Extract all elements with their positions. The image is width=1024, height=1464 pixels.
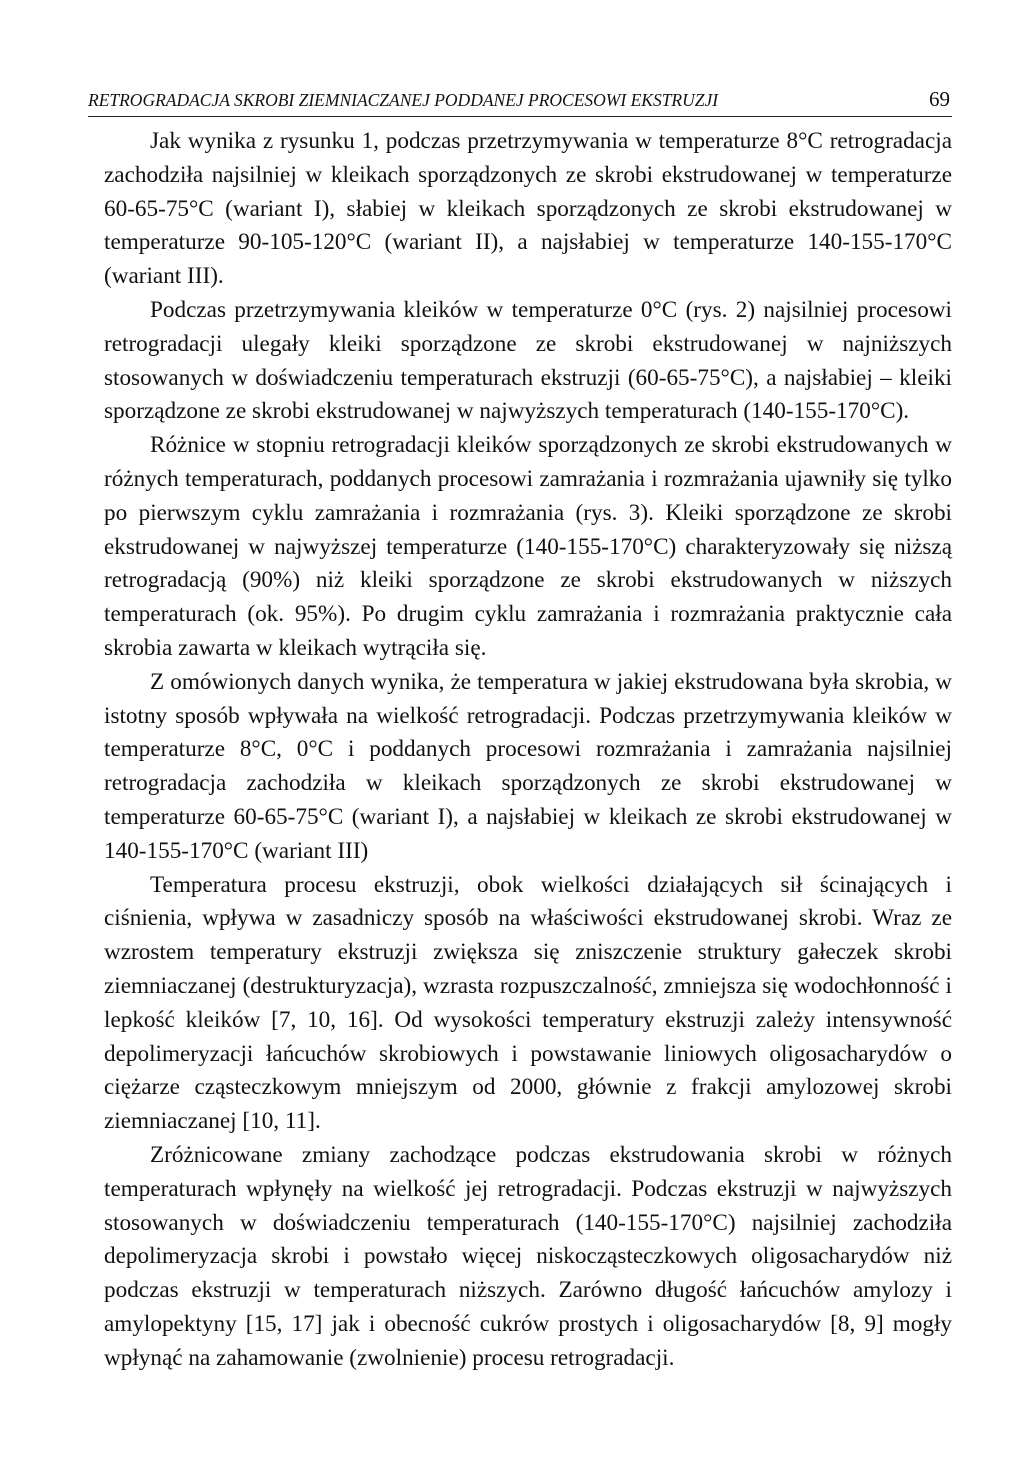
paragraph: Podczas przetrzymywania kleików w temperaturze 0°C (rys. 2) najsilniej procesowi retrogradacji ulegały kleiki sporządzone ze skrobi ekstrudowanej w najniższych stosowanych w doświadczeniu temperaturach ekstruzji (60-65-75°C), a najsłabiej – kleiki sporządzone ze skrobi ekstrudowanej w najwyższych temperaturach (140-155-170°C).	[104, 296, 952, 425]
running-title: RETROGRADACJA SKROBI ZIEMNIACZANEJ PODDANEJ PROCESOWI EKSTRUZJI	[88, 90, 719, 110]
paragraph: Z omówionych danych wynika, że temperatura w jakiej ekstrudowana była skrobia, w istotny sposób wpływała na wielkość retrogradacji. Podczas przetrzymywania kleików w temperaturze 8°C, 0°C i poddanych procesowi rozmrażania i zamrażania najsilniej retrogradacja zachodziła w kleikach sporządzonych ze skrobi ekstrudowanej w temperaturze 60-65-75°C (wariant I), a najsłabiej w kleikach ze skrobi ekstrudowanej w 140-155-170°C (wariant III)	[104, 668, 952, 864]
paragraph: Temperatura procesu ekstruzji, obok wielkości działających sił ścinających i ciśnienia, wpływa w zasadniczy sposób na właściwości ekstrudowanej skrobi. Wraz ze wzrostem temperatury ekstruzji zwiększa się zniszczenie struktury gałeczek skrobi ziemniaczanej (destrukturyzacja), wzrasta rozpuszczalność, zmniejsza się wodochłonność i lepkość kleików [7, 10, 16]. Od wysokości temperatury ekstruzji zależy intensywność depolimeryzacji łańcuchów skrobiowych i powstawanie liniowych oligosacharydów o ciężarze cząsteczkowym mniejszym od 2000, głównie z frakcji amylozowej skrobi ziemniaczanej [10, 11].	[104, 871, 952, 1135]
paragraph: Różnice w stopniu retrogradacji kleików sporządzonych ze skrobi ekstrudowanych w różnych temperaturach, poddanych procesowi zamrażania i rozmrażania ujawniły się tylko po pierwszym cyklu zamrażania i rozmrażania (rys. 3). Kleiki sporządzone ze skrobi ekstrudowanej w najwyższej temperaturze (140-155-170°C) charakteryzowały się niższą retrogradacją (90%) niż kleiki sporządzone ze skrobi ekstrudowanych w niższych temperaturach (ok. 95%). Po drugim cyklu zamrażania i rozmrażania praktycznie cała skrobia zawarta w kleikach wytrąciła się.	[104, 432, 952, 661]
body-text	[104, 125, 952, 1375]
paragraph: Zróżnicowane zmiany zachodzące podczas ekstrudowania skrobi w różnych temperaturach wpłynęły na wielkość jej retrogradacji. Podczas ekstruzji w najwyższych stosowanych w doświadczeniu temperaturach (140-155-170°C) najsilniej zachodziła depolimeryzacja skrobi i powstało więcej niskocząsteczkowych oligosacharydów niż podczas ekstruzji w temperaturach niższych. Zarówno długość łańcuchów amylozy i amylopektyny [15, 17] jak i obecność cukrów prostych i oligosacharydów [8, 9] mogły wpłynąć na zahamowanie (zwolnienie) procesu retrogradacji.	[104, 1141, 952, 1371]
paragraph: Jak wynika z rysunku 1, podczas przetrzymywania w temperaturze 8°C retrogradacja zachodziła najsilniej w kleikach sporządzonych ze skrobi ekstrudowanej w temperaturze 60-65-75°C (wariant I), słabiej w kleikach sporządzonych ze skrobi ekstrudowanej w temperaturze 90-105-120°C (wariant II), a najsłabiej w temperaturze 140-155-170°C (wariant III).	[104, 128, 952, 290]
running-header	[88, 86, 952, 117]
page-number: 69	[929, 87, 950, 111]
